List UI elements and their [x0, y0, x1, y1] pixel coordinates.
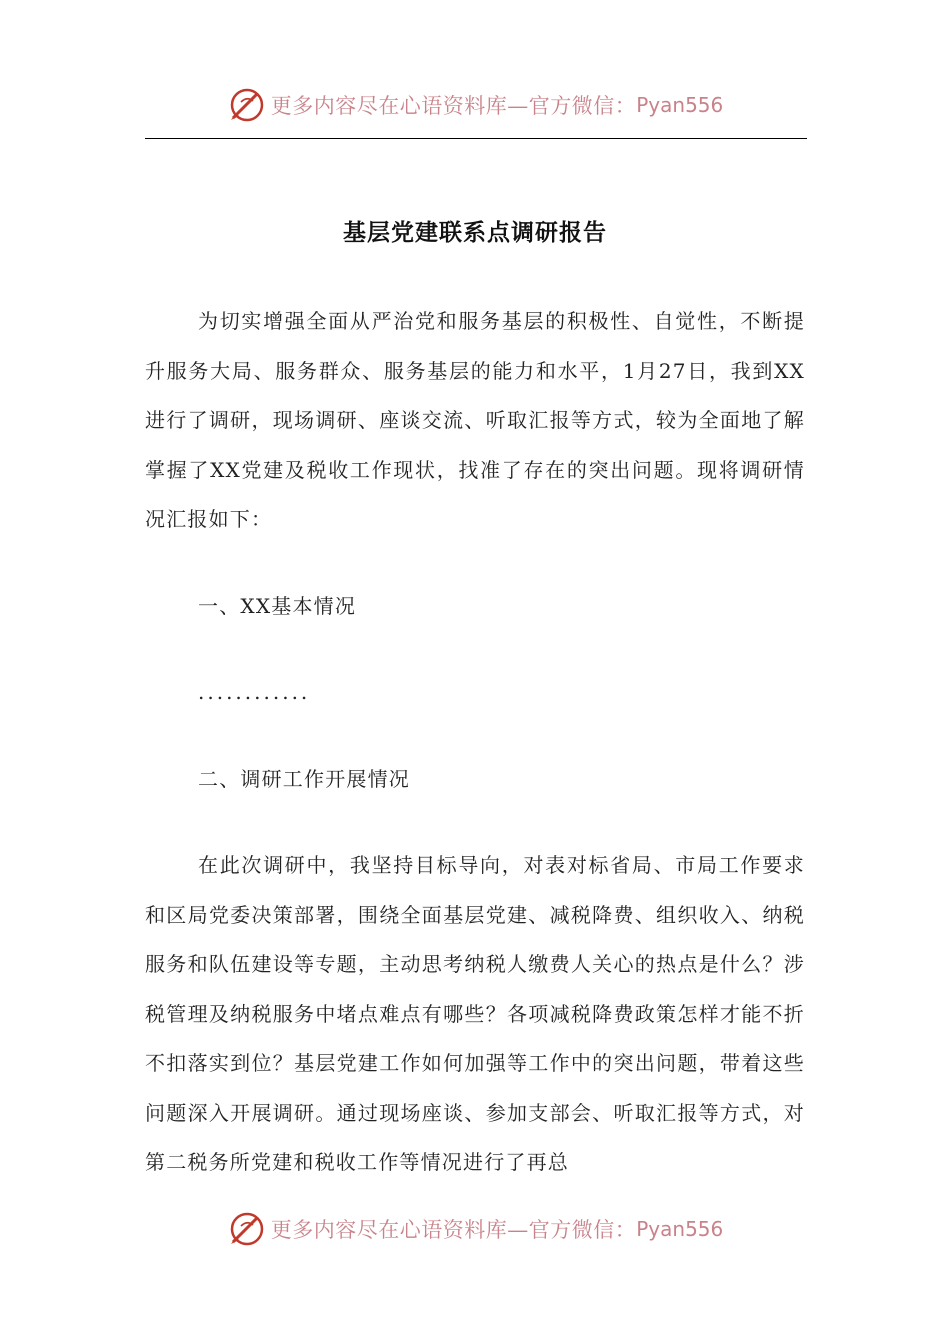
- section1-placeholder: ............: [198, 680, 311, 704]
- section2-heading: 二、调研工作开展情况: [198, 766, 410, 791]
- header-banner-text: 更多内容尽在心语资料库—官方微信：: [270, 94, 637, 118]
- header-wechat-id: Pyan556: [636, 93, 724, 117]
- document-body: [145, 297, 805, 1188]
- footer-banner-text: 更多内容尽在心语资料库—官方微信：: [270, 1218, 637, 1242]
- section1-heading: 一、XX基本情况: [198, 593, 357, 618]
- pen-circle-logo-icon: [227, 85, 267, 125]
- header-banner: [0, 80, 950, 130]
- document-title: 基层党建联系点调研报告: [343, 219, 607, 246]
- pen-circle-logo-icon: [227, 1209, 267, 1249]
- header-divider: [145, 138, 807, 139]
- intro-paragraph: 为切实增强全面从严治党和服务基层的积极性、自觉性，不断提升服务大局、服务群众、服务基层的能力和水平，1月27日，我到XX进行了调研，现场调研、座谈交流、听取汇报等方式，较为全面地了解掌握了XX党建及税收工作现状，找准了存在的突出问题。现将调研情况汇报如下：: [145, 309, 805, 531]
- section2-paragraph: 在此次调研中，我坚持目标导向，对表对标省局、市局工作要求和区局党委决策部署，围绕全面基层党建、减税降费、组织收入、纳税服务和队伍建设等专题，主动思考纳税人缴费人关心的热点是什么？涉税管理及纳税服务中堵点难点有哪些？各项减税降费政策怎样才能不折不扣落实到位？基层党建工作如何加强等工作中的突出问题，带着这些问题深入开展调研。通过现场座谈、参加支部会、听取汇报等方式，对第二税务所党建和税收工作等情况进行了再总: [145, 853, 805, 1174]
- footer-banner: [0, 1204, 950, 1254]
- footer-wechat-id: Pyan556: [636, 1217, 724, 1241]
